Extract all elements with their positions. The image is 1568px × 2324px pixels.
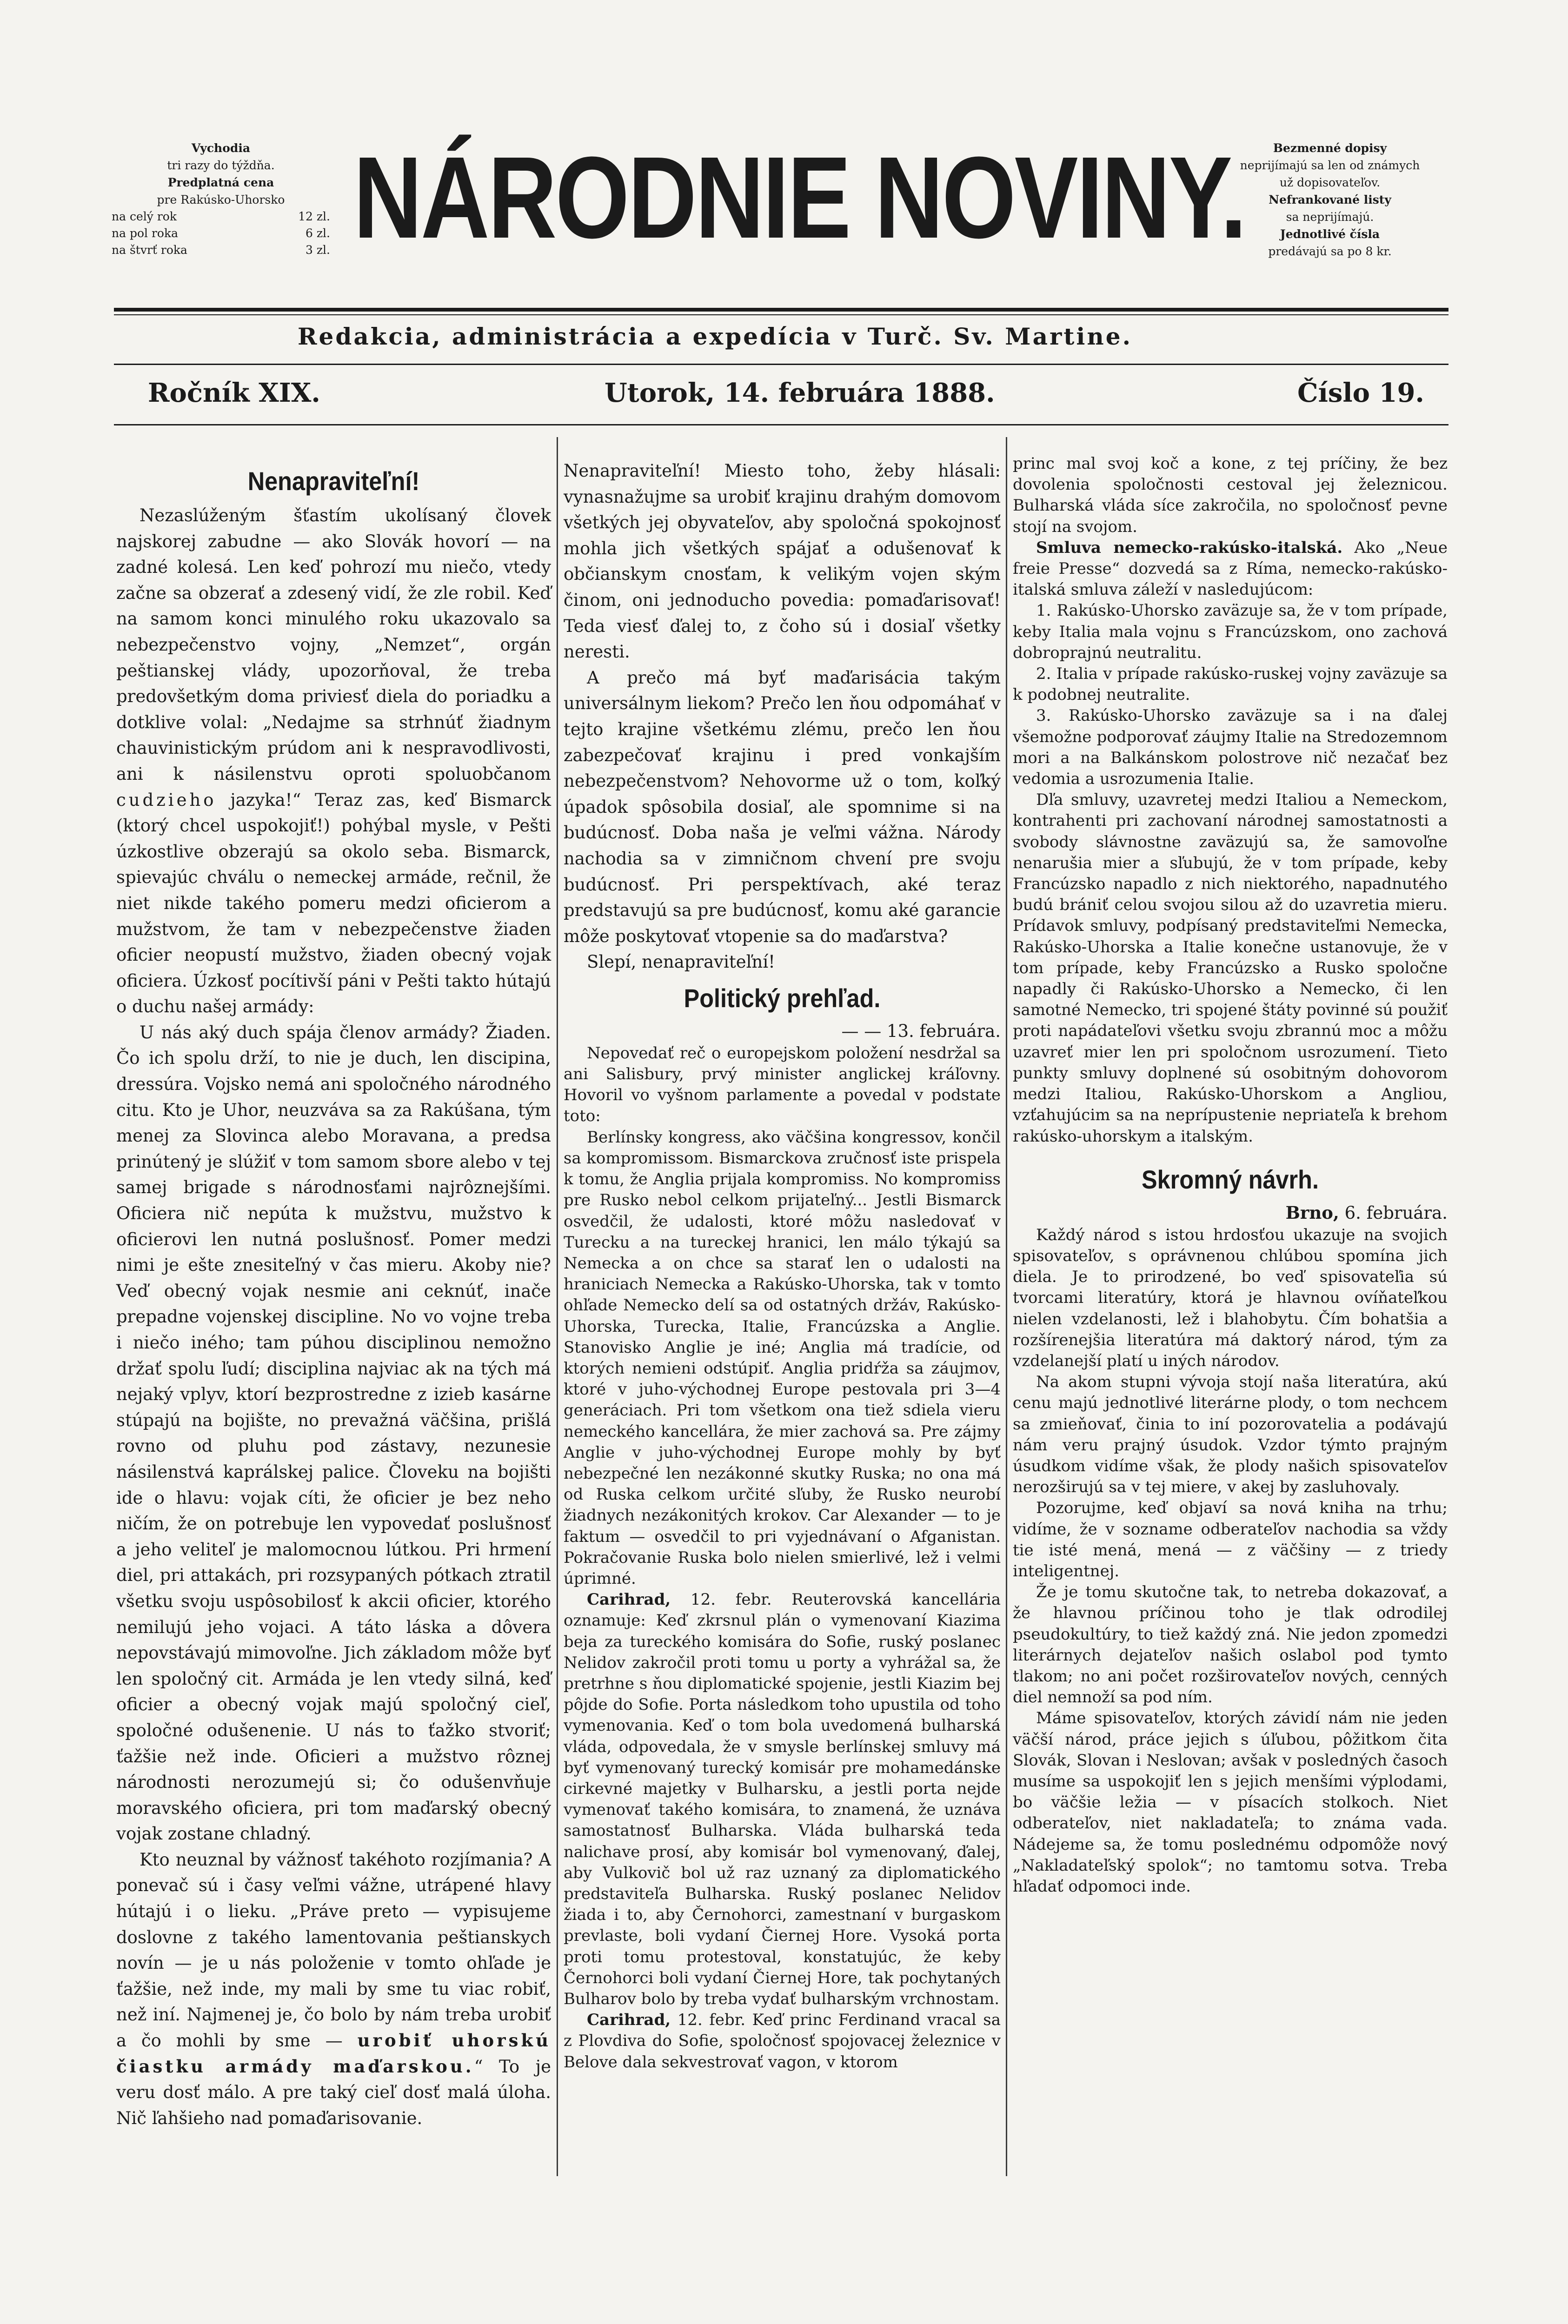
price-row-quarter: na štvrť roka 3 zl. [112, 243, 330, 257]
frequency-text: tri razy do týždňa. [167, 159, 275, 172]
notice-line: Jednotlivé čísla [1280, 227, 1380, 241]
section-date: — — 13. februára. [841, 1021, 1001, 1041]
notice-line: predávajú sa po 8 kr. [1268, 245, 1392, 258]
masthead-rule-thick [114, 308, 1448, 312]
paragraph: princ mal svoj koč a kone, z tej príčiny, že bez dovolenia spoločnosti cestoval jej železnicou. Bulharská vláda síce zakročila, no spoločnosť pevne stojí na svojom. [1013, 454, 1448, 536]
column-3 [1013, 453, 1448, 1897]
price-row-year: na celý rok 12 zl. [112, 210, 330, 223]
issue-volume: Ročník XIX. [148, 378, 320, 408]
paragraph: Pozorujme, keď objaví sa nová kniha na trhu; vidíme, že v sozname odberateľov nachodia sa vždy tie isté mená, mená — z väčšiny — z triedy inteligentnej. [1013, 1499, 1448, 1580]
dateline-rule [114, 424, 1448, 425]
notice-box [1232, 139, 1428, 260]
paragraph: Každý národ s istou hrdosťou ukazuje na svojich spisovateľov, s oprávnenou chlúbou spomína jich diela. Je to prirodzené, bo veď spisovateľia sú tvorcami literatúry, ktorá je hlavnou ovíňateľkou nielen vzdelanosti, lež i blahobytu. Čím bohatšia a rozšírenejšia literatúra má daktorý národ, tým za vzdelanejší platí u iných národov. [1013, 1225, 1448, 1370]
paragraph: Berlínsky kongress, ako väčšina kongressov, končil sa kompromissom. Bismarckova zručnosť iste prispela k tomu, že Anglia prijala kompromiss. No kompromiss pre Rusko nebol celkom prijateľný... Jestli Bismarck osvedčil, že udalosti, ktoré môžu nasledovať v Turecku a na tureckej hranici, len málo týkajú sa Nemecka a on chce sa starať len o udalosti na hraniciach Nemecka a Rakúsko-Uhorska, tak v tomto ohľade Nemecko delí sa od ostatných držáv, Rakúsko-Uhorska, Turecka, Italie, Francúzska a Anglie. Stanovisko Anglie je iné; Anglia má tradície, od ktorých nemieni odstúpiť. Anglia pridŕža sa záujmov, ktoré v juho-východnej Europe pestovala pri 3—4 generáciach. Pri tom všetkom ona tiež sdiela vieru nemeckého kancellára, že mier zachová sa. Pre zájmy Anglie v juho-východnej Europe mohly by byť nebezpečné len nezákonné skutky Ruska; no ona má od Ruska celkom určité sľuby, že Rusko neurobí žiadnych nezákonitých krokov. Car Alexander — to je faktum — osvedčil to pri vyjednávaní o Afganistan. Pokračovanie Ruska bolo nielen smierlivé, lež i velmi úprimné. [564, 1128, 1001, 1588]
article-heading: Nenapraviteľní! [247, 466, 420, 496]
paragraph: Nepovedať reč o europejskom položení nesdržal sa ani Salisbury, prvý minister anglickej kráľovny. Hovoril vo vyšnom parlamente a povedal v podstate toto: [564, 1043, 1001, 1126]
paragraph: Máme spisovateľov, ktorých závidí nám nie jeden väčší národ, práce jejich s úľubou, pôžitkom čita Slovák, Slovan i Neslovan; avšak v posledných časoch musíme sa uspokojiť len s jejich menšími výplodami, bo väčšie ležia — v písacích stolkoch. Niet odberateľov, niet nakladateľa; to známa vada. Nádejeme sa, že tomu poslednému odpomôže nový „Nakladateľský spolok“; no tamtomu sotva. Treba hľadať odpomoci inde. [1013, 1709, 1448, 1896]
column-divider [1006, 437, 1007, 2176]
notice-line: Nefrankované listy [1269, 193, 1391, 206]
column-divider [557, 437, 558, 2176]
masthead-title: NÁRODNIE NOVINY. [353, 133, 1246, 262]
paragraph: Nezaslúženým šťastím ukolísaný človek najskorej zabudne — ako Slovák hovorí — na zadné kolesá. Len keď pohrozí mu niečo, vtedy začne sa obzerať a zdesený vidí, že zle robil. Keď na samom konci minulého roku ukazovalo sa nebezpečenstvo vojny, „Nemzet“, orgán peštianskej vlády, upozorňoval, že treba predovšetkým doma priviesť diela do poriadku a dotklive volal: „Nedajme sa strhnúť žiadnym chauvinistickým prúdom ani k nespravodlivosti, ani k násilenstvu oproti spoluobčanom cudzieho jazyka!“ Teraz zas, keď Bismarck (ktorý chcel uspokojiť!) pohýbal mysle, v Pešti úzkostlive obzerajú sa okolo seba. Bismarck, spievajúc chválu o nemeckej armáde, rečnil, že niet nikde takého pomeru medzi oficierom a mužstvom, že tam v nebezpečenstve žiaden oficier neopustí mužstvo, žiaden obecný vojak oficiera. Úzkosť pocítivší páni v Pešti takto hútajú o duchu našej armády: [116, 505, 551, 1017]
article-date: Brno, 6. februára. [1285, 1202, 1448, 1223]
paragraph: 2. Italia v prípade rakúsko-ruskej vojny zaväzuje sa k podobnej neutralite. [1013, 664, 1448, 704]
notice-line: sa neprijímajú. [1286, 210, 1374, 224]
price-heading: Predplatná cena [167, 176, 274, 189]
paragraph: 1. Rakúsko-Uhorsko zaväzuje sa, že v tom prípade, keby Italia mala vojnu s Francúzskom, ono zachová dobroprajnú neutralitu. [1013, 601, 1448, 662]
paragraph: 3. Rakúsko-Uhorsko zaväzuje sa i na ďalej všemožne podporovať záujmy Italie na Stredozemnom mori a na Balkánskom polostrove nič nezačať bez vedomia a usrozumenia Italie. [1013, 706, 1448, 789]
column-1 [116, 458, 551, 2131]
paragraph: U nás aký duch spája členov armády? Žiaden. Čo ich spolu drží, to nie je duch, len discipina, dressúra. Vojsko nemá ani spoločného národného citu. Kto je Uhor, neuzváva sa za Rakúšana, tým menej za Slovinca alebo Moravana, a predsa prinútený je slúžiť v tom samom sbore alebo v tej samej brigade s národnosťami najrôznejšími. Oficiera nič nepúta k mužstvu, mužstvo k oficierovi len nutná poslušnosť. Pomer medzi nimi je ešte znesiteľný v čas mieru. Akoby nie? Veď obecný vojak nesmie ani ceknúť, inače prepadne vojenskej discipline. No vo vojne treba i niečo iného; tam púhou disciplinou nemožno držať spolu ľudí; disciplina najviac ak na tých má nejaký vplyv, ktorí bezprostredne z izieb kasárne stúpajú na bojište, no prevažná väčšina, prišlá rovno od pluhu pod zástavy, nezunesie násilenstvá kaprálskej palice. Človeku na bojišti ide o hlavu: vojak cíti, že oficier je bez neho ničím, že on potrebuje len vypovedať poslušnosť a jeho veliteľ je malomocnou lútkou. Pri hrmení diel, pri attakách, pri rozsypaných pótkach ztratil všetku svoju uspôsobilosť k akcii oficier, ktorého nemilujú jeho vojaci. A táto láska a dôvera nepovstávajú mimovoľne. Jich základom môže byť len spoločný cit. Armáda je len vtedy silná, keď oficier a obecný vojak majú spoločný cieľ, spoločné odušenenie. U nás to ťažko stvoriť; ťažšie než inde. Oficieri a mužstvo rôznej národnosti nerozumejú si; čo odušenvňuje moravského oficiera, pri tom maďarský obecný vojak zostane chladný. [116, 1022, 551, 1844]
issue-number: Číslo 19. [1297, 378, 1424, 408]
notice-line: neprijímajú sa len od známych [1240, 159, 1420, 172]
column-2 [564, 458, 1001, 2073]
paragraph: Carihrad, 12. febr. Keď princ Ferdinand vracal sa z Plovdiva do Sofie, spoločnosť spojovacej železnice v Belove dala sekvestrovať vagon, v ktorom [564, 2011, 1001, 2072]
paragraph: A prečo má byť maďarisácia takým universálnym liekom? Prečo len ňou odpomáhať v tejto krajine všetkému zlému, prečo len ňou zabezpečovať krajinu i pred vonkajším nebezpečenstvom? Nehovorme už o tom, koľký úpadok spôsobila dosiaľ, ale spomnime si na budúcnosť. Doba naša je veľmi vážna. Národy nachodia sa v zimničnom chvení pre svoju budúcnosť. Pri perspektívach, aké teraz predstavujú sa pre budúcnosť, komu aké garancie môže poskytovať vtopenie sa do maďarstva? [564, 667, 1001, 946]
issue-date: Utorok, 14. februára 1888. [605, 378, 995, 408]
price-row-half: na pol roka 6 zl. [112, 226, 330, 240]
subscription-box [112, 139, 330, 259]
paragraph: Slepí, nenapraviteľní! [587, 952, 776, 972]
subheader: Redakcia, administrácia a expedícia v Turč. Sv. Martine. [298, 323, 1132, 350]
paragraph: Nenapraviteľní! Miesto toho, žeby hlásali: vynasnažujme sa urobiť krajinu drahým domovom všetkých jej obyvateľov, aby spoločná spokojnosť mohla jich všetkých spájať a odušenovať k občianskym cnosťam, k velikým vojen ským činom, oni jednoducho povedia: pomaďarisovať! Teda viesť ďalej to, z čoho sú i dosiaľ všetky neresti. [564, 461, 1001, 662]
paragraph: Carihrad, 12. febr. Reuterovská kancellária oznamuje: Keď zkrsnul plán o vymenovaní Kiazima beja za tureckého komisára do Sofie, ruský poslanec Nelidov zakročil proti tomu u porty a vyhrážal sa, že pretrhne s ňou diplomatické spojenie, jestli Kiazim bej pôjde do Sofie. Porta následkom toho upustila od toho vymenovania. Keď o tom bola uvedomená bulharská vláda, odpovedala, že v smysle berlínskej smluvy má byť vymenovaný turecký komisár pre mohamedánske cirkevné majetky v Bulharsku, a jestli porta nejde vymenovať takého komisára, to znamená, že uznáva samostatnosť Bulharska. Vláda bulharská teda nalichave prosí, aby komisár bol vymenovaný, ďalej, aby Vulkovič bol už raz uznaný za diplomatického predstaviteľa Bulharska. Ruský poslanec Nelidov žiada i to, aby Černohorci, zamestnaní v burgaskom prevlaste, boli vydaní Čiernej Hore. Vysoká porta proti tomu protestoval, konstatujúc, že keby Černohorci boli vydaní Čiernej Hore, tak pochytaných Bulharov bolo by treba vydať bulharským vrchnostam. [564, 1590, 1001, 2009]
masthead-rule-thin [114, 314, 1448, 315]
price-region: pre Rakúsko-Uhorsko [157, 193, 285, 206]
paragraph: Dľa smluvy, uzavretej medzi Italiou a Nemeckom, kontrahenti pri zachovaní národnej samostatnosti a svobody slávnostne zaväzujú sa, že samovoľne nenarušia mier a sľubujú, že v tom prípade, keby Francúzsko napadlo z nich niektorého, napadnutého budú brániť celou svojou silou až do uzavretia mieru. Prídavok smluvy, podpísaný predstaviteľmi Nemecka, Rakúsko-Uhorska a Italie konečne ustanovuje, že v tom prípade, keby Francúzsko a Rusko spoločne napadly či Rakúsko-Uhorsko a Nemecko, či len samotné Nemecko, tri spojené štáty povinné sú použiť proti napádateľovi všetku svoju zbrannú moc a môžu uzavreť mier len pri spoločnom usrozumení. Tieto punkty smluvy doplnené sú osobitným dohovorom medzi Italiou, Rakúsko-Uhorskom a Angliou, vzťahujúcim sa na neprípustenie nepriateľa k brehom rakúsko-uhorskym a italským. [1013, 790, 1448, 1146]
subheader-rule [114, 364, 1448, 365]
paragraph: Kto neuznal by vážnosť takéhoto rozjímania? A ponevač sú i časy veľmi vážne, utrápené hlavy hútajú i o lieku. „Práve preto — vypisujeme doslovne z takého lamentovania peštianskych novín — je u nás položenie v tomto ohľade je ťažšie, než inde, my mali by sme tu viac robiť, než iní. Najmenej je, čo bolo by nám treba urobiť a čo mohli by sme — urobiť uhorskú čiastku armády maďarskou.“ To je veru dosť málo. A pre taký cieľ dosť malá úloha. Nič ľahšieho nad pomaďarisovanie. [116, 1849, 551, 2128]
article-heading: Skromný návrh. [1142, 1164, 1319, 1194]
publication-label: Vychodia [191, 141, 251, 155]
paragraph: Že je tomu skutočne tak, to netreba dokazovať, a že hlavnou príčinou toho je tlak odrodilej pseudokultúry, to tiež každý zná. Nie jedon zpomedzi literárnych dejateľov našich oslabol pod tymto tlakom; no ani počet rozširovateľov nových, cenných diel nemnoží sa pod ním. [1013, 1583, 1448, 1707]
paragraph: Smluva nemecko-rakúsko-italská. Ako „Neue freie Presse“ dozvedá sa z Ríma, nemecko-rakúsko-italská smluva záleží v nasledujúcom: [1013, 538, 1448, 599]
paragraph: Na akom stupni vývoja stojí naša literatúra, akú cenu majú jednotlivé literárne plody, o tom nechcem sa zmieňovať, činia to iní pozorovatelia a podávajú nám veru prajný úsudok. Vzdor týmto prajným úsudkom vidíme však, že plody našich spisovateľov nerozširujú sa v tej miere, v akej by zasluhovaly. [1013, 1373, 1448, 1497]
notice-line: Bezmenné dopisy [1273, 141, 1387, 155]
notice-line: už dopisovateľov. [1279, 176, 1381, 189]
section-heading: Politický prehľad. [684, 983, 881, 1013]
